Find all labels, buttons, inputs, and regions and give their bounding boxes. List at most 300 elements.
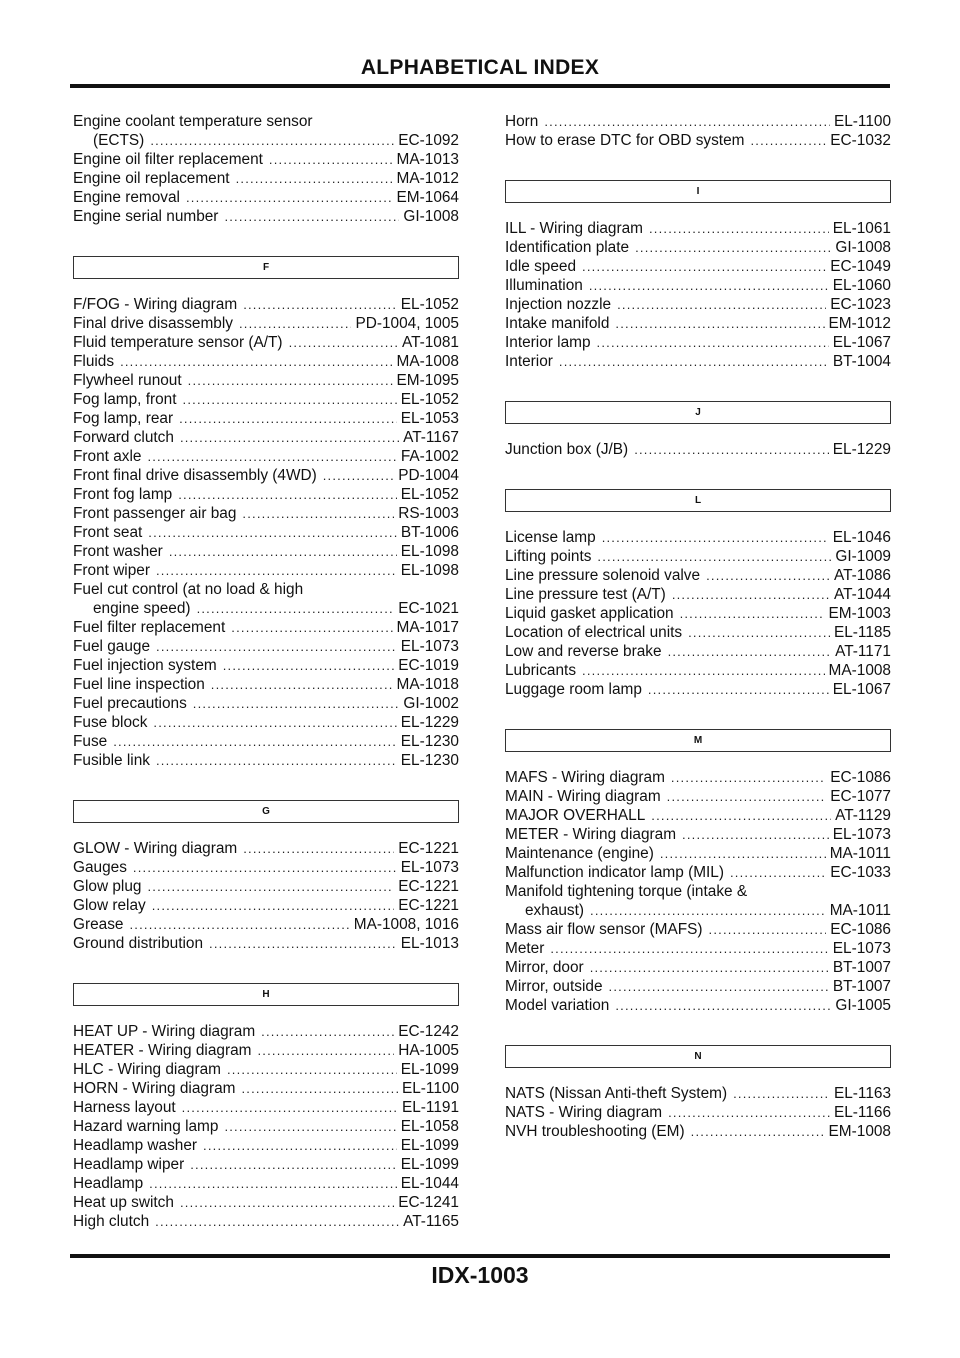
index-entry xyxy=(73,314,459,333)
dot-leader xyxy=(709,920,827,939)
dot-leader xyxy=(706,566,830,585)
entry-page-ref: EL-1229 xyxy=(400,714,459,731)
section-header-n: N xyxy=(505,1045,891,1068)
index-entry xyxy=(73,877,459,896)
entry-name: Engine oil replacement xyxy=(73,170,230,187)
entry-name: F/FOG - Wiring diagram xyxy=(73,296,238,313)
entry-name: Engine serial number xyxy=(73,208,219,225)
index-entry xyxy=(505,131,891,150)
index-entry xyxy=(505,604,891,623)
entry-page-ref: EL-1052 xyxy=(400,391,459,408)
entry-name: Model variation xyxy=(505,997,610,1014)
entry-page-ref: EC-1019 xyxy=(398,657,459,674)
index-entry xyxy=(505,863,891,882)
dot-leader xyxy=(668,642,832,661)
dot-leader xyxy=(183,390,397,409)
entry-name: Fuel line inspection xyxy=(73,676,205,693)
entry-page-ref: MA-1018 xyxy=(396,676,459,693)
index-entry xyxy=(73,858,459,877)
dot-leader xyxy=(169,542,397,561)
dot-leader xyxy=(691,1122,825,1141)
entry-name: Lifting points xyxy=(505,548,592,565)
entry-name: Junction box (J/B) xyxy=(505,441,629,458)
entry-name: Lubricants xyxy=(505,662,577,679)
index-entry xyxy=(73,390,459,409)
entry-name: Headlamp xyxy=(73,1175,144,1192)
dot-leader xyxy=(733,1084,830,1103)
dot-leader xyxy=(179,409,397,428)
index-entry xyxy=(73,1060,459,1079)
entry-name: Fuel gauge xyxy=(73,638,151,655)
dot-leader xyxy=(590,901,826,920)
index-entry xyxy=(73,839,459,858)
entry-name: Engine removal xyxy=(73,189,180,206)
entry-page-ref: EM-1003 xyxy=(828,605,891,622)
entry-name-continued: engine speed) xyxy=(93,600,191,617)
dot-leader xyxy=(224,1117,396,1136)
entry-name: Fusible link xyxy=(73,752,150,769)
dot-leader xyxy=(559,352,829,371)
dot-leader xyxy=(153,713,396,732)
entry-page-ref: EC-1221 xyxy=(398,878,459,895)
entry-name: Final drive disassembly xyxy=(73,315,233,332)
entry-page-ref: EL-1073 xyxy=(832,826,891,843)
entry-page-ref: MA-1008 xyxy=(396,353,459,370)
dot-leader xyxy=(150,131,394,150)
index-entry xyxy=(505,977,891,996)
index-entry xyxy=(73,1136,459,1155)
index-entry xyxy=(505,352,891,371)
entry-name: Location of electrical units xyxy=(505,624,683,641)
entry-page-ref: PD-1004 xyxy=(398,467,459,484)
dot-leader xyxy=(589,276,829,295)
entry-page-ref: EL-1229 xyxy=(832,441,891,458)
dot-leader xyxy=(257,1041,394,1060)
index-entry xyxy=(505,768,891,787)
dot-leader xyxy=(615,314,824,333)
index-entry xyxy=(505,1103,891,1122)
index-entry xyxy=(505,844,891,863)
index-entry xyxy=(73,352,459,371)
dot-leader xyxy=(156,561,397,580)
dot-leader xyxy=(152,896,395,915)
dot-leader xyxy=(178,485,397,504)
index-entry xyxy=(505,440,891,459)
index-entry xyxy=(73,694,459,713)
index-entry xyxy=(73,523,459,542)
entry-page-ref: BT-1007 xyxy=(832,978,891,995)
dot-leader xyxy=(750,131,826,150)
entry-name: Front fog lamp xyxy=(73,486,173,503)
index-entry xyxy=(73,1193,459,1212)
section-header-i: I xyxy=(505,180,891,203)
entry-page-ref: EL-1061 xyxy=(832,220,891,237)
entry-page-ref: EL-1185 xyxy=(833,624,891,641)
entry-name: MAIN - Wiring diagram xyxy=(505,788,661,805)
dot-leader xyxy=(223,656,395,675)
entry-name: Fuse xyxy=(73,733,108,750)
entry-page-ref: GI-1008 xyxy=(835,239,891,256)
entry-page-ref: EL-1098 xyxy=(400,562,459,579)
entry-page-ref: EL-1067 xyxy=(832,334,891,351)
entry-page-ref: GI-1008 xyxy=(403,208,459,225)
entry-page-ref: AT-1129 xyxy=(835,807,891,824)
index-entry xyxy=(73,150,459,169)
dot-leader xyxy=(649,219,829,238)
entry-name: Liquid gasket application xyxy=(505,605,674,622)
index-entry xyxy=(73,1174,459,1193)
index-entry xyxy=(505,566,891,585)
entry-name: GLOW - Wiring diagram xyxy=(73,840,238,857)
entry-page-ref: BT-1007 xyxy=(832,959,891,976)
entry-name: Fog lamp, front xyxy=(73,391,177,408)
index-entry xyxy=(505,1122,891,1141)
entry-name: Identification plate xyxy=(505,239,630,256)
entry-page-ref: MA-1012 xyxy=(396,170,459,187)
dot-leader xyxy=(634,440,829,459)
dot-leader xyxy=(147,877,394,896)
entry-name: NATS (Nissan Anti-theft System) xyxy=(505,1085,728,1102)
index-entry xyxy=(73,580,459,618)
index-entry xyxy=(73,1041,459,1060)
dot-leader xyxy=(147,447,396,466)
dot-leader xyxy=(197,599,395,618)
entry-name: Luggage room lamp xyxy=(505,681,642,698)
entry-name: Front axle xyxy=(73,448,142,465)
dot-leader xyxy=(289,333,398,352)
dot-leader xyxy=(680,604,825,623)
entry-page-ref: EC-1242 xyxy=(398,1023,459,1040)
entry-name: Flywheel runout xyxy=(73,372,182,389)
index-entry xyxy=(505,958,891,977)
index-entry xyxy=(505,314,891,333)
dot-leader xyxy=(186,188,393,207)
entry-page-ref: EC-1033 xyxy=(830,864,891,881)
dot-leader xyxy=(582,257,826,276)
entry-name: How to erase DTC for OBD system xyxy=(505,132,745,149)
index-entry xyxy=(505,1084,891,1103)
dot-leader xyxy=(635,238,831,257)
index-entry xyxy=(73,1155,459,1174)
dot-leader xyxy=(231,618,392,637)
dot-leader xyxy=(211,675,393,694)
entry-page-ref: BT-1006 xyxy=(400,524,459,541)
dot-leader xyxy=(688,623,830,642)
index-entry xyxy=(73,561,459,580)
entry-name: Fuse block xyxy=(73,714,148,731)
index-entry xyxy=(505,939,891,958)
index-entry xyxy=(73,637,459,656)
entry-name: Fuel cut control (at no load & high xyxy=(73,581,304,598)
index-entry xyxy=(505,528,891,547)
index-entry xyxy=(73,295,459,314)
entry-name: Front washer xyxy=(73,543,163,560)
entry-page-ref: EL-1044 xyxy=(400,1175,459,1192)
entry-name: Manifold tightening torque (intake & xyxy=(505,883,748,900)
entry-page-ref: EL-1191 xyxy=(401,1099,459,1116)
dot-leader xyxy=(209,934,397,953)
entry-name: HEATER - Wiring diagram xyxy=(73,1042,252,1059)
entry-name: Idle speed xyxy=(505,258,577,275)
entry-name: Front seat xyxy=(73,524,143,541)
entry-name: Line pressure solenoid valve xyxy=(505,567,701,584)
entry-page-ref: EM-1012 xyxy=(828,315,891,332)
entry-page-ref: GI-1009 xyxy=(835,548,891,565)
entry-name: Mirror, outside xyxy=(505,978,603,995)
index-entry xyxy=(73,656,459,675)
entry-page-ref: EC-1023 xyxy=(830,296,891,313)
entry-page-ref: EL-1230 xyxy=(400,733,459,750)
entry-name: Gauges xyxy=(73,859,127,876)
dot-leader xyxy=(190,1155,397,1174)
entry-page-ref: EC-1049 xyxy=(830,258,891,275)
entry-page-ref: EC-1077 xyxy=(830,788,891,805)
entry-page-ref: AT-1081 xyxy=(401,334,459,351)
entry-name: Interior xyxy=(505,353,553,370)
index-entry xyxy=(73,915,459,934)
entry-page-ref: EL-1100 xyxy=(833,113,891,130)
dot-leader xyxy=(129,915,349,934)
entry-name-continued: (ECTS) xyxy=(93,132,145,149)
dot-leader xyxy=(550,939,828,958)
dot-leader xyxy=(182,1098,398,1117)
entry-name: METER - Wiring diagram xyxy=(505,826,677,843)
dot-leader xyxy=(609,977,829,996)
index-entry xyxy=(73,675,459,694)
entry-name: Grease xyxy=(73,916,124,933)
index-entry xyxy=(505,642,891,661)
entry-page-ref: PD-1004, 1005 xyxy=(355,315,459,332)
entry-name: NATS - Wiring diagram xyxy=(505,1104,663,1121)
index-entry xyxy=(505,112,891,131)
entry-name: Interior lamp xyxy=(505,334,591,351)
dot-leader xyxy=(203,1136,397,1155)
entry-name: Horn xyxy=(505,113,539,130)
index-entry xyxy=(505,547,891,566)
dot-leader xyxy=(180,428,399,447)
entry-page-ref: AT-1171 xyxy=(835,643,891,660)
entry-name: Engine oil filter replacement xyxy=(73,151,263,168)
entry-page-ref: AT-1086 xyxy=(833,567,891,584)
index-entry xyxy=(73,371,459,390)
index-column-left xyxy=(73,112,459,1231)
entry-name: Low and reverse brake xyxy=(505,643,662,660)
dot-leader xyxy=(671,768,826,787)
dot-leader xyxy=(660,844,826,863)
entry-page-ref: MA-1008, 1016 xyxy=(353,916,459,933)
entry-page-ref: RS-1003 xyxy=(398,505,459,522)
index-entry xyxy=(505,238,891,257)
entry-name: Front final drive disassembly (4WD) xyxy=(73,467,317,484)
entry-page-ref: EL-1099 xyxy=(400,1137,459,1154)
entry-page-ref: EL-1099 xyxy=(400,1061,459,1078)
dot-leader xyxy=(156,751,397,770)
entry-name: Intake manifold xyxy=(505,315,610,332)
entry-page-ref: EL-1098 xyxy=(400,543,459,560)
entry-page-ref: EC-1221 xyxy=(398,840,459,857)
dot-leader xyxy=(602,528,829,547)
dot-leader xyxy=(236,169,393,188)
index-entry xyxy=(505,333,891,352)
dot-leader xyxy=(239,314,352,333)
dot-leader xyxy=(133,858,397,877)
index-entry xyxy=(505,680,891,699)
dot-leader xyxy=(651,806,831,825)
entry-page-ref: GI-1005 xyxy=(835,997,891,1014)
entry-page-ref: MA-1017 xyxy=(396,619,459,636)
index-column-right xyxy=(505,112,891,1141)
dot-leader xyxy=(597,547,831,566)
header-rule xyxy=(70,84,890,88)
index-entry xyxy=(73,1212,459,1231)
dot-leader xyxy=(156,637,397,656)
index-entry xyxy=(505,661,891,680)
entry-page-ref: HA-1005 xyxy=(398,1042,459,1059)
dot-leader xyxy=(615,996,831,1015)
dot-leader xyxy=(648,680,829,699)
entry-name: Front wiper xyxy=(73,562,150,579)
entry-name: Harness layout xyxy=(73,1099,176,1116)
entry-name: Injection nozzle xyxy=(505,296,612,313)
index-entry xyxy=(73,485,459,504)
entry-name-continued: exhaust) xyxy=(525,902,585,919)
entry-page-ref: EL-1052 xyxy=(400,486,459,503)
entry-page-ref: EL-1060 xyxy=(832,277,891,294)
section-header-h: H xyxy=(73,983,459,1006)
entry-page-ref: EC-1086 xyxy=(830,769,891,786)
index-entry xyxy=(73,112,459,150)
dot-leader xyxy=(241,1079,397,1098)
index-entry xyxy=(73,409,459,428)
index-entry xyxy=(73,732,459,751)
dot-leader xyxy=(617,295,826,314)
entry-page-ref: EM-1064 xyxy=(396,189,459,206)
index-entry xyxy=(73,333,459,352)
dot-leader xyxy=(120,352,392,371)
section-header-j: J xyxy=(505,401,891,424)
entry-name: MAJOR OVERHALL xyxy=(505,807,646,824)
dot-leader xyxy=(672,585,830,604)
index-entry xyxy=(73,751,459,770)
entry-name: HLC - Wiring diagram xyxy=(73,1061,221,1078)
entry-page-ref: EL-1073 xyxy=(400,859,459,876)
dot-leader xyxy=(188,371,393,390)
entry-name: Hazard warning lamp xyxy=(73,1118,219,1135)
entry-page-ref: MA-1011 xyxy=(829,845,891,862)
entry-page-ref: BT-1004 xyxy=(832,353,891,370)
dot-leader xyxy=(242,504,394,523)
entry-page-ref: EL-1058 xyxy=(400,1118,459,1135)
entry-page-ref: FA-1002 xyxy=(400,448,459,465)
index-entry xyxy=(73,713,459,732)
footer-rule xyxy=(70,1254,890,1258)
page-number: IDX-1003 xyxy=(431,1262,529,1288)
dot-leader xyxy=(682,825,829,844)
entry-page-ref: EL-1013 xyxy=(400,935,459,952)
entry-name: HORN - Wiring diagram xyxy=(73,1080,236,1097)
index-entry xyxy=(505,276,891,295)
entry-name: Fuel precautions xyxy=(73,695,187,712)
dot-leader xyxy=(243,839,394,858)
dot-leader xyxy=(148,523,397,542)
page-title: ALPHABETICAL INDEX xyxy=(360,56,600,79)
entry-name: License lamp xyxy=(505,529,596,546)
entry-name: Fluids xyxy=(73,353,115,370)
index-entry xyxy=(73,169,459,188)
index-entry xyxy=(73,504,459,523)
dot-leader xyxy=(224,207,399,226)
entry-page-ref: EL-1053 xyxy=(400,410,459,427)
dot-leader xyxy=(323,466,395,485)
entry-name: Mass air flow sensor (MAFS) xyxy=(505,921,703,938)
index-entry xyxy=(73,428,459,447)
entry-page-ref: EC-1086 xyxy=(830,921,891,938)
entry-name: Fluid temperature sensor (A/T) xyxy=(73,334,283,351)
index-entry xyxy=(505,787,891,806)
entry-page-ref: EL-1073 xyxy=(400,638,459,655)
dot-leader xyxy=(730,863,826,882)
entry-page-ref: AT-1044 xyxy=(833,586,891,603)
entry-page-ref: EM-1008 xyxy=(828,1123,891,1140)
entry-page-ref: EL-1166 xyxy=(833,1104,891,1121)
index-entry xyxy=(73,1079,459,1098)
index-entry xyxy=(505,806,891,825)
entry-name: MAFS - Wiring diagram xyxy=(505,769,665,786)
dot-leader xyxy=(149,1174,397,1193)
index-entry xyxy=(73,188,459,207)
entry-name: Ground distribution xyxy=(73,935,204,952)
entry-name: Engine coolant temperature sensor xyxy=(73,113,313,130)
index-entry xyxy=(73,466,459,485)
dot-leader xyxy=(668,1103,830,1122)
dot-leader xyxy=(193,694,400,713)
section-header-l: L xyxy=(505,489,891,512)
section-header-g: G xyxy=(73,800,459,823)
entry-page-ref: MA-1011 xyxy=(829,902,891,919)
index-entry xyxy=(505,257,891,276)
entry-page-ref: EC-1032 xyxy=(830,132,891,149)
entry-name: Forward clutch xyxy=(73,429,174,446)
entry-page-ref: EC-1241 xyxy=(398,1194,459,1211)
index-entry xyxy=(73,1098,459,1117)
entry-page-ref: EL-1067 xyxy=(832,681,891,698)
entry-name: Heat up switch xyxy=(73,1194,174,1211)
entry-name: NVH troubleshooting (EM) xyxy=(505,1123,685,1140)
dot-leader xyxy=(113,732,397,751)
section-header-m: M xyxy=(505,729,891,752)
entry-page-ref: EC-1021 xyxy=(398,600,459,617)
entry-name: Fog lamp, rear xyxy=(73,410,174,427)
dot-leader xyxy=(155,1212,399,1231)
index-entry xyxy=(73,207,459,226)
entry-name: Front passenger air bag xyxy=(73,505,237,522)
entry-page-ref: GI-1002 xyxy=(403,695,459,712)
entry-name: Headlamp wiper xyxy=(73,1156,185,1173)
entry-page-ref: EL-1163 xyxy=(833,1085,891,1102)
index-entry xyxy=(73,934,459,953)
entry-page-ref: MA-1013 xyxy=(396,151,459,168)
entry-page-ref: EL-1052 xyxy=(400,296,459,313)
entry-name: HEAT UP - Wiring diagram xyxy=(73,1023,256,1040)
dot-leader xyxy=(180,1193,394,1212)
entry-page-ref: AT-1165 xyxy=(403,1213,459,1230)
entry-name: Malfunction indicator lamp (MIL) xyxy=(505,864,724,881)
index-entry xyxy=(73,447,459,466)
entry-page-ref: EM-1095 xyxy=(396,372,459,389)
entry-name: Headlamp washer xyxy=(73,1137,198,1154)
entry-name: Meter xyxy=(505,940,545,957)
index-entry xyxy=(73,618,459,637)
